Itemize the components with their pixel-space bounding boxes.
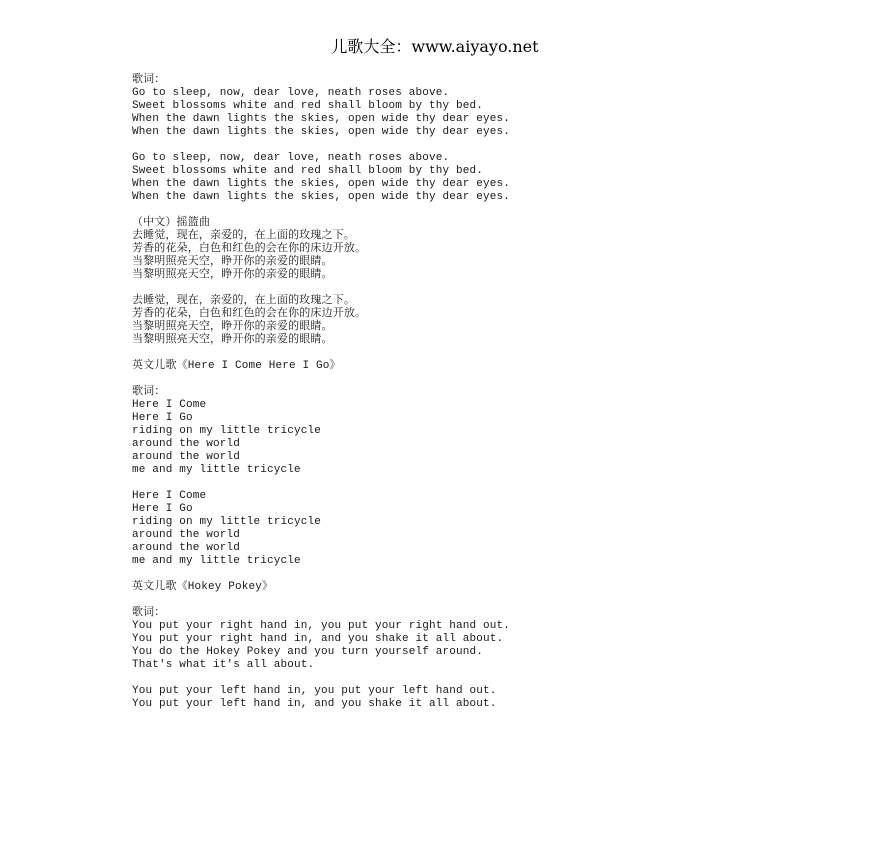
text-line: 当黎明照亮天空，睁开你的亲爱的眼睛。 [132, 269, 333, 281]
text-line: When the dawn lights the skies, open wide thy dear eyes. [132, 178, 511, 190]
text-line: When the dawn lights the skies, open wide thy dear eyes. [132, 126, 511, 138]
section-heading: 歌词： [132, 607, 166, 619]
blank-line [132, 373, 832, 386]
blank-line [132, 347, 832, 360]
text-line: 去睡觉，现在，亲爱的，在上面的玫瑰之下。 [132, 230, 355, 242]
text-line: You put your right hand in, you put your right hand out. [132, 620, 511, 632]
blank-line [132, 477, 832, 490]
text-line: You put your left hand in, and you shake it all about. [132, 698, 497, 710]
text-line: around the world [132, 438, 241, 450]
text-line: Here I Come [132, 399, 207, 411]
blank-line [132, 672, 832, 685]
text-line: Sweet blossoms white and red shall bloom by thy bed. [132, 165, 484, 177]
text-line: 当黎明照亮天空，睁开你的亲爱的眼睛。 [132, 256, 333, 268]
text-line: Here I Come [132, 490, 207, 502]
text-line: around the world [132, 542, 241, 554]
text-line: You put your right hand in, and you shake it all about. [132, 633, 504, 645]
blank-line [132, 204, 832, 217]
text-line: You put your left hand in, you put your left hand out. [132, 685, 497, 697]
song-title: 英文儿歌《Hokey Pokey》 [132, 581, 274, 593]
text-line: When the dawn lights the skies, open wide thy dear eyes. [132, 113, 511, 125]
text-line: 当黎明照亮天空，睁开你的亲爱的眼睛。 [132, 334, 333, 346]
text-line: You do the Hokey Pokey and you turn yourself around. [132, 646, 484, 658]
blank-line [132, 139, 832, 152]
text-line: Here I Go [132, 503, 193, 515]
lyrics-body [132, 74, 832, 711]
text-line: around the world [132, 451, 241, 463]
text-line: 芳香的花朵，白色和红色的会在你的床边开放。 [132, 308, 367, 320]
text-line: 当黎明照亮天空，睁开你的亲爱的眼睛。 [132, 321, 333, 333]
song-title: 英文儿歌《Here I Come Here I Go》 [132, 360, 341, 372]
text-line: Sweet blossoms white and red shall bloom by thy bed. [132, 100, 484, 112]
text-line: 芳香的花朵，白色和红色的会在你的床边开放。 [132, 243, 367, 255]
text-line: That's what it's all about. [132, 659, 315, 671]
section-heading: 歌词： [132, 386, 166, 398]
section-heading: （中文）摇篮曲 [132, 217, 211, 229]
text-line: 去睡觉，现在，亲爱的，在上面的玫瑰之下。 [132, 295, 355, 307]
text-line: 歌词： [132, 74, 166, 86]
text-line: When the dawn lights the skies, open wide thy dear eyes. [132, 191, 511, 203]
text-line: around the world [132, 529, 241, 541]
page-header: 儿歌大全：www.aiyayo.net [331, 37, 539, 56]
text-line: me and my little tricycle [132, 464, 301, 476]
text-line: Here I Go [132, 412, 193, 424]
text-line: me and my little tricycle [132, 555, 301, 567]
blank-line [132, 594, 832, 607]
text-line: riding on my little tricycle [132, 425, 322, 437]
blank-line [132, 568, 832, 581]
blank-line [132, 282, 832, 295]
text-line: Go to sleep, now, dear love, neath roses above. [132, 87, 450, 99]
text-line: Go to sleep, now, dear love, neath roses above. [132, 152, 450, 164]
text-line: riding on my little tricycle [132, 516, 322, 528]
